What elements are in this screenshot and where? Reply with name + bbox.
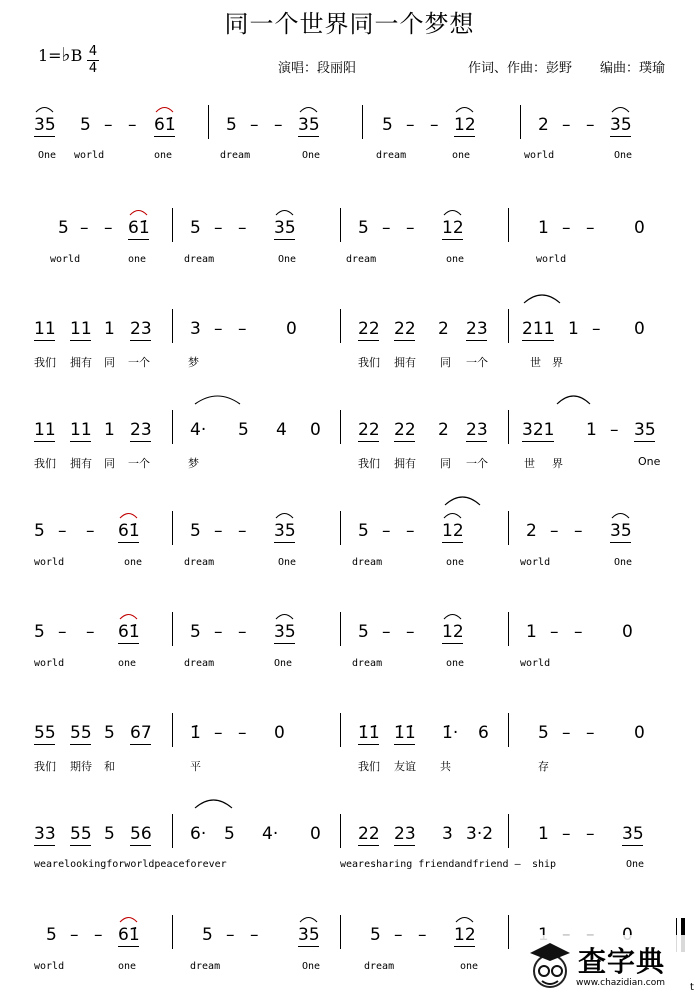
note: 12 [442, 521, 464, 541]
note: 12 [454, 925, 476, 945]
lyric-word: one [460, 961, 479, 972]
note: 1 [538, 218, 549, 238]
hold-dash: – [238, 723, 247, 743]
lyric-word: world [536, 254, 567, 265]
watermark-url: www.chazidian.com [576, 978, 666, 988]
lyric-word: world [50, 254, 81, 265]
note: 2 [438, 319, 449, 339]
note: 1̇ [190, 723, 201, 743]
note: 67 [130, 723, 152, 743]
hold-dash: – [214, 218, 223, 238]
lyric-word: 同 [104, 457, 115, 470]
hold-dash: – [104, 115, 113, 135]
note: 4· [190, 420, 207, 440]
hold-dash: – [574, 622, 583, 642]
note: 11 [70, 420, 92, 440]
lyric-word: dream [352, 658, 383, 669]
note: 22 [358, 420, 380, 440]
lyric-word: world [524, 150, 555, 161]
note: 5 [190, 521, 201, 541]
note: 1̇1̇ [394, 723, 416, 743]
note: 321 [522, 420, 555, 440]
note: 3 [190, 319, 201, 339]
lyricist-credit: 作词、作曲：彭野 [468, 61, 573, 76]
lyric-word: 界 [552, 356, 563, 369]
lyric-word: dream [376, 150, 407, 161]
hold-dash: – [382, 218, 391, 238]
rest-note: 0 [634, 319, 645, 339]
lyric-word: One [38, 150, 57, 161]
time-sig-top: 4 [88, 44, 98, 59]
note: 2 [538, 115, 549, 135]
lyric-word: One [614, 150, 633, 161]
lyric-word: 同 [440, 356, 451, 369]
note: 55 [70, 723, 92, 743]
note: 1 [568, 319, 579, 339]
note: 61̇ [118, 925, 140, 945]
song-title: 同一个世界同一个梦想 [224, 10, 475, 38]
hold-dash: – [586, 218, 595, 238]
slur-arc [276, 211, 293, 216]
slur-arc [276, 514, 293, 519]
rest-note: 0 [622, 622, 633, 642]
lyric-word: One [278, 557, 297, 568]
lyric-word: 同 [104, 356, 115, 369]
lyric-word: 一个 [128, 356, 150, 369]
lyric-word: world [74, 150, 105, 161]
slur-arc [444, 514, 461, 519]
note: 5 [104, 824, 115, 844]
note: 11 [34, 420, 56, 440]
lyric-word: dream [190, 961, 221, 972]
lyric-word: 一个 [128, 457, 150, 470]
lyric-word: dream [184, 557, 215, 568]
hold-dash: – [214, 319, 223, 339]
note: 211 [522, 319, 555, 339]
phrase-slur [195, 800, 232, 808]
note: 22 [394, 319, 416, 339]
hold-dash: – [238, 521, 247, 541]
slur-arc [300, 918, 317, 923]
lyric-word: 梦 [188, 457, 199, 470]
note: 1 [526, 622, 537, 642]
rest-note: 0 [286, 319, 297, 339]
note: 5 [224, 824, 235, 844]
singer-credit: 演唱：段丽阳 [278, 61, 357, 76]
key-prefix: 1= [38, 46, 62, 65]
note: 23 [394, 824, 416, 844]
note: 5 [190, 622, 201, 642]
lyric-word: 拥有 [70, 457, 92, 470]
note: 55 [70, 824, 92, 844]
hold-dash: – [274, 115, 283, 135]
note: 56 [130, 824, 152, 844]
lyric-word: One [614, 557, 633, 568]
note: 4 [276, 420, 287, 440]
hold-dash: – [562, 723, 571, 743]
slur-arc [456, 108, 473, 113]
lyric-word: One [302, 961, 321, 972]
hold-dash: – [250, 925, 259, 945]
lyric-word: one [452, 150, 471, 161]
lyric-word: 一个 [466, 457, 488, 470]
hold-dash: – [406, 115, 415, 135]
note: 5 [358, 622, 369, 642]
lyric-word: 存 [538, 760, 549, 773]
slur-arc [444, 211, 461, 216]
hold-dash: – [214, 622, 223, 642]
note: 4· [262, 824, 279, 844]
hold-dash: – [104, 218, 113, 238]
lyric-word: ship [532, 859, 557, 870]
note: 12 [442, 622, 464, 642]
hold-dash: – [238, 319, 247, 339]
time-sig-bottom: 4 [88, 61, 98, 76]
lyric-word: One [626, 859, 645, 870]
note: 35 [610, 521, 632, 541]
hold-dash: – [562, 115, 571, 135]
hold-dash: – [586, 115, 595, 135]
note: 55 [34, 723, 56, 743]
flat-icon: ♭ [61, 44, 71, 66]
note: 11 [70, 319, 92, 339]
hold-dash: – [58, 521, 67, 541]
hold-dash: – [562, 218, 571, 238]
hold-dash: – [80, 218, 89, 238]
lyric-word: world [520, 658, 551, 669]
note: 2 [438, 420, 449, 440]
note: 2 [526, 521, 537, 541]
lyric-word: 期待 [70, 760, 92, 773]
note: 61̇ [118, 521, 140, 541]
note: 5 [46, 925, 57, 945]
note: 61̇ [154, 115, 176, 135]
lyric-word: 共 [440, 760, 451, 773]
rest-note: 0 [310, 824, 321, 844]
slur-arc [120, 918, 137, 923]
hold-dash: – [562, 824, 571, 844]
hold-dash: – [86, 521, 95, 541]
note: 5 [58, 218, 69, 238]
note: 35 [274, 218, 296, 238]
hold-dash: – [382, 521, 391, 541]
note: 35 [610, 115, 632, 135]
hold-dash: – [214, 723, 223, 743]
lyric-word: one [446, 254, 465, 265]
note: 5 [358, 521, 369, 541]
lyric-word: One [302, 150, 321, 161]
note: 35 [298, 115, 320, 135]
lyric-word: dream [184, 254, 215, 265]
slur-arc [156, 108, 173, 113]
lyric-word: dream [352, 557, 383, 568]
hold-dash: – [592, 319, 601, 339]
hold-dash: – [550, 521, 559, 541]
note: 1̇1̇ [358, 723, 380, 743]
note: 5 [190, 218, 201, 238]
lyric-word: 平 [190, 760, 201, 773]
note: 5 [202, 925, 213, 945]
note: 1̇· [442, 723, 459, 743]
phrase-slur [445, 497, 480, 505]
note: 6· [190, 824, 207, 844]
hold-dash: – [238, 622, 247, 642]
lyric-word: 拥有 [394, 457, 416, 470]
note: 23 [130, 319, 152, 339]
note: 22 [358, 319, 380, 339]
note: 22 [394, 420, 416, 440]
lyric-word: world [34, 961, 65, 972]
lyric-word: 世 [530, 356, 541, 369]
lyric-word: 梦 [188, 356, 199, 369]
rest-note: 0 [634, 723, 645, 743]
hold-dash: – [128, 115, 137, 135]
note: 35 [634, 420, 656, 440]
lyric-word: world [520, 557, 551, 568]
note: 11 [34, 319, 56, 339]
note: 5 [370, 925, 381, 945]
hold-dash: – [610, 420, 619, 440]
lyric-word: 我们 [358, 457, 380, 470]
rest-note: 0 [274, 723, 285, 743]
hold-dash: – [382, 622, 391, 642]
lyric-word: dream [220, 150, 251, 161]
phrase-slur [195, 396, 240, 404]
hold-dash: – [214, 521, 223, 541]
note: 5 [226, 115, 237, 135]
hold-dash: – [226, 925, 235, 945]
note: 5 [80, 115, 91, 135]
slur-arc [276, 615, 293, 620]
slur-arc [120, 615, 137, 620]
key-note: B [70, 46, 83, 65]
slur-arc [612, 514, 629, 519]
hold-dash: – [70, 925, 79, 945]
phrase-slur [557, 396, 590, 404]
lyric-word: 和 [104, 760, 115, 773]
lyric-word: 我们 [358, 356, 380, 369]
rest-note: 0 [310, 420, 321, 440]
hold-dash: – [430, 115, 439, 135]
lyric-word: one [154, 150, 173, 161]
lyric-word: world [34, 557, 65, 568]
note: 1 [104, 420, 115, 440]
lyric-word: world [34, 658, 65, 669]
note: 5 [238, 420, 249, 440]
hold-dash: – [406, 521, 415, 541]
note: 35 [34, 115, 56, 135]
lyric-word: 同 [440, 457, 451, 470]
lyric-word: 我们 [34, 356, 56, 369]
note: 3 [442, 824, 453, 844]
note: 1 [538, 824, 549, 844]
lyric-word: one [128, 254, 147, 265]
hold-dash: – [406, 622, 415, 642]
hold-dash: – [586, 824, 595, 844]
hold-dash: – [418, 925, 427, 945]
note: 35 [274, 622, 296, 642]
phrase-slur [524, 295, 560, 303]
note: 1 [586, 420, 597, 440]
hold-dash: – [574, 521, 583, 541]
hold-dash: – [238, 218, 247, 238]
hold-dash: – [86, 622, 95, 642]
lyric-word: one [124, 557, 143, 568]
slur-arc [456, 918, 473, 923]
rest-note: 0 [634, 218, 645, 238]
note: 61̇ [118, 622, 140, 642]
slur-arc [444, 615, 461, 620]
lyric-word: 我们 [34, 457, 56, 470]
slur-arc [130, 211, 147, 216]
note: 23 [130, 420, 152, 440]
slur-arc [300, 108, 317, 113]
note: 35 [274, 521, 296, 541]
arranger-credit: 编曲：璞瑜 [600, 61, 666, 76]
lyric-word: one [118, 961, 137, 972]
watermark-text: 查字典 [578, 945, 666, 978]
lyric-word: One [638, 455, 661, 468]
note: 5 [358, 218, 369, 238]
note: 33 [34, 824, 56, 844]
lyric-word: dream [364, 961, 395, 972]
hold-dash: – [586, 723, 595, 743]
watermark-edge: t [690, 982, 694, 993]
hold-dash: – [550, 622, 559, 642]
note: 5 [382, 115, 393, 135]
note: 23 [466, 319, 488, 339]
hold-dash: – [394, 925, 403, 945]
lyric-word: 拥有 [394, 356, 416, 369]
note: 1 [104, 319, 115, 339]
hold-dash: – [58, 622, 67, 642]
lyric-word: dream [346, 254, 377, 265]
lyric-word: 拥有 [70, 356, 92, 369]
note: 35 [298, 925, 320, 945]
lyric-word: one [446, 658, 465, 669]
lyric-word: one [118, 658, 137, 669]
lyric-word: 世 [524, 457, 535, 470]
note: 3·2 [466, 824, 494, 844]
hold-dash: – [406, 218, 415, 238]
slur-arc [120, 514, 137, 519]
lyric-word: wearesharing friendandfriend – [340, 859, 521, 870]
slur-arc [36, 108, 53, 113]
note: 5 [34, 521, 45, 541]
note: 61̇ [128, 218, 150, 238]
hold-dash: – [250, 115, 259, 135]
note: 12 [442, 218, 464, 238]
lyric-word: 友谊 [394, 760, 416, 773]
note: 22 [358, 824, 380, 844]
lyric-word: dream [184, 658, 215, 669]
note: 35 [622, 824, 644, 844]
lyric-word: One [278, 254, 297, 265]
note: 6 [478, 723, 489, 743]
lyric-word: One [274, 658, 293, 669]
note: 5 [34, 622, 45, 642]
lyric-word: one [446, 557, 465, 568]
note: 23 [466, 420, 488, 440]
lyric-word: 一个 [466, 356, 488, 369]
note: 5 [538, 723, 549, 743]
lyric-word: 我们 [34, 760, 56, 773]
lyric-word: 我们 [358, 760, 380, 773]
note: 12 [454, 115, 476, 135]
lyric-word: 界 [552, 457, 563, 470]
hold-dash: – [94, 925, 103, 945]
note: 5 [104, 723, 115, 743]
lyric-word: wearelookingforworldpeaceforever [34, 859, 227, 870]
slur-arc [612, 108, 629, 113]
